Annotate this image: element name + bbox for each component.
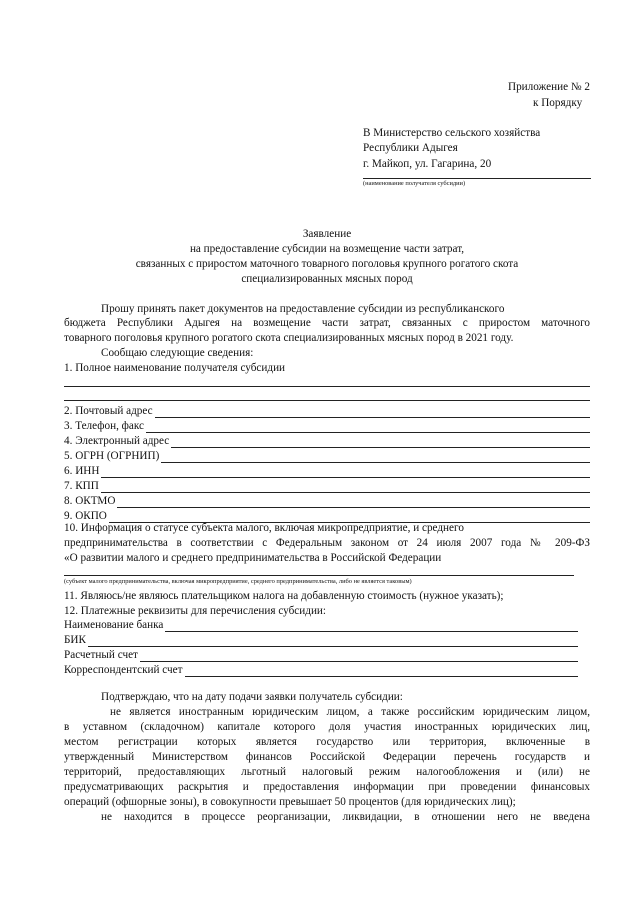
field-kpp-label: 7. КПП [64, 480, 99, 492]
field-corr-account-line[interactable] [185, 665, 578, 677]
field-bik[interactable] [64, 632, 578, 647]
field-oktmo[interactable] [64, 493, 590, 508]
item10-line-1: 10. Информация о статусе субъекта малого, включая микропредприятие, и среднего [64, 522, 464, 534]
field-email[interactable] [64, 433, 590, 448]
recipient-caption: (наименование получателя субсидии) [363, 180, 466, 187]
field-ogrn-label: 5. ОГРН (ОГРНИП) [64, 450, 160, 462]
confirm-p1-line-6: предусматривающих раскрытия и предоставления информации при проведении финансовых [64, 781, 590, 793]
title-line-2: на предоставление субсидии на возмещение части затрат, [189, 243, 465, 255]
recipient-line-1: В Министерство сельского хозяйства [363, 127, 541, 139]
field-account-line[interactable] [140, 650, 578, 662]
field-bank-name[interactable] [64, 617, 578, 632]
field-corr-account[interactable] [64, 662, 578, 677]
item10-answer-line[interactable] [64, 575, 574, 576]
document-title: Заявление [302, 228, 352, 240]
field-email-label: 4. Электронный адрес [64, 435, 170, 447]
confirm-p1-line-2: в уставном (складочном) капитале которого доля участия иностранных юридических лиц, [64, 721, 590, 733]
field-bank-name-line[interactable] [165, 620, 578, 632]
field-account-label: Расчетный счет [64, 649, 138, 661]
recipient-line-2: Республики Адыгея [363, 142, 458, 154]
field-oktmo-label: 8. ОКТМО [64, 495, 116, 507]
field-ogrn-line[interactable] [161, 451, 590, 463]
field-phone-fax[interactable] [64, 418, 590, 433]
field-inn-label: 6. ИНН [64, 465, 100, 477]
field-okpo-label: 9. ОКПО [64, 510, 107, 522]
annex-order-ref: к Порядку [533, 97, 583, 109]
intro-line-3: товарного поголовья крупного рогатого скота специализированных мясных пород в 2021 году. [64, 332, 514, 344]
field-inn-line[interactable] [101, 466, 590, 478]
intro-line-1: Прошу принять пакет документов на предоставление субсидии из республиканского [101, 303, 505, 315]
field-email-line[interactable] [171, 436, 590, 448]
item10-line-2: предпринимательства в соответствии с Федеральным законом от 24 июля 2007 года № 209-ФЗ [64, 537, 590, 549]
field-account[interactable] [64, 647, 578, 662]
field-bik-line[interactable] [88, 635, 578, 647]
field-oktmo-line[interactable] [117, 496, 590, 508]
field-ogrn[interactable] [64, 448, 590, 463]
field-phone-fax-line[interactable] [146, 421, 590, 433]
field-postal-address[interactable] [64, 403, 590, 418]
field-kpp-line[interactable] [101, 481, 590, 493]
annex-number: Приложение № 2 [508, 81, 590, 93]
item10-line-3: «О развитии малого и среднего предпринимательства в Российской Федерации [64, 552, 442, 564]
confirm-p1-line-7: операций (офшорные зоны), в совокупности превышает 50 процентов (для юридических лиц); [64, 796, 516, 808]
confirm-p1-line-1: не является иностранным юридическим лицом, а также российским юридическим лицом, [110, 706, 590, 718]
confirm-p1-line-4: утвержденный Министерством финансов Российской Федерации перечень государств и [64, 751, 590, 763]
field-phone-fax-label: 3. Телефон, факс [64, 420, 145, 432]
field-full-name-line-1[interactable] [64, 386, 590, 387]
field-kpp[interactable] [64, 478, 590, 493]
field-full-name-label: 1. Полное наименование получателя субсидии [64, 362, 286, 374]
item12-title: 12. Платежные реквизиты для перечисления субсидии: [64, 605, 327, 617]
confirm-p1-line-5: территорий, предоставляющих льготный налоговый режим налогообложения и (или) не [64, 766, 590, 778]
intro-line-4: Сообщаю следующие сведения: [101, 347, 254, 359]
recipient-line-3: г. Майкоп, ул. Гагарина, 20 [363, 158, 492, 170]
field-full-name-line-2[interactable] [64, 400, 590, 401]
field-bik-label: БИК [64, 634, 86, 646]
confirm-p1-line-3: местом регистрации которых является государство или территория, включенные в [64, 736, 590, 748]
confirm-p2-line-1: не находится в процессе реорганизации, ликвидации, в отношении него не введена [101, 811, 590, 823]
item11-vat-status: 11. Являюсь/не являюсь плательщиком налога на добавленную стоимость (нужное указать); [64, 590, 504, 602]
confirm-intro: Подтверждаю, что на дату подачи заявки получатель субсидии: [101, 691, 403, 703]
item10-caption: (субъект малого предпринимательства, включая микропредприятие, среднего предпринимательства, либо не является таковым) [64, 578, 412, 585]
title-line-4: специализированных мясных пород [241, 273, 413, 285]
intro-line-2: бюджета Республики Адыгея на возмещение части затрат, связанных с приростом маточного [64, 317, 590, 329]
field-corr-account-label: Корреспондентский счет [64, 664, 183, 676]
recipient-underline [363, 178, 591, 179]
field-postal-address-line[interactable] [155, 406, 590, 418]
field-inn[interactable] [64, 463, 590, 478]
field-postal-address-label: 2. Почтовый адрес [64, 405, 153, 417]
title-line-3: связанных с приростом маточного товарного поголовья крупного рогатого скота [135, 258, 519, 270]
field-bank-name-label: Наименование банка [64, 619, 164, 631]
